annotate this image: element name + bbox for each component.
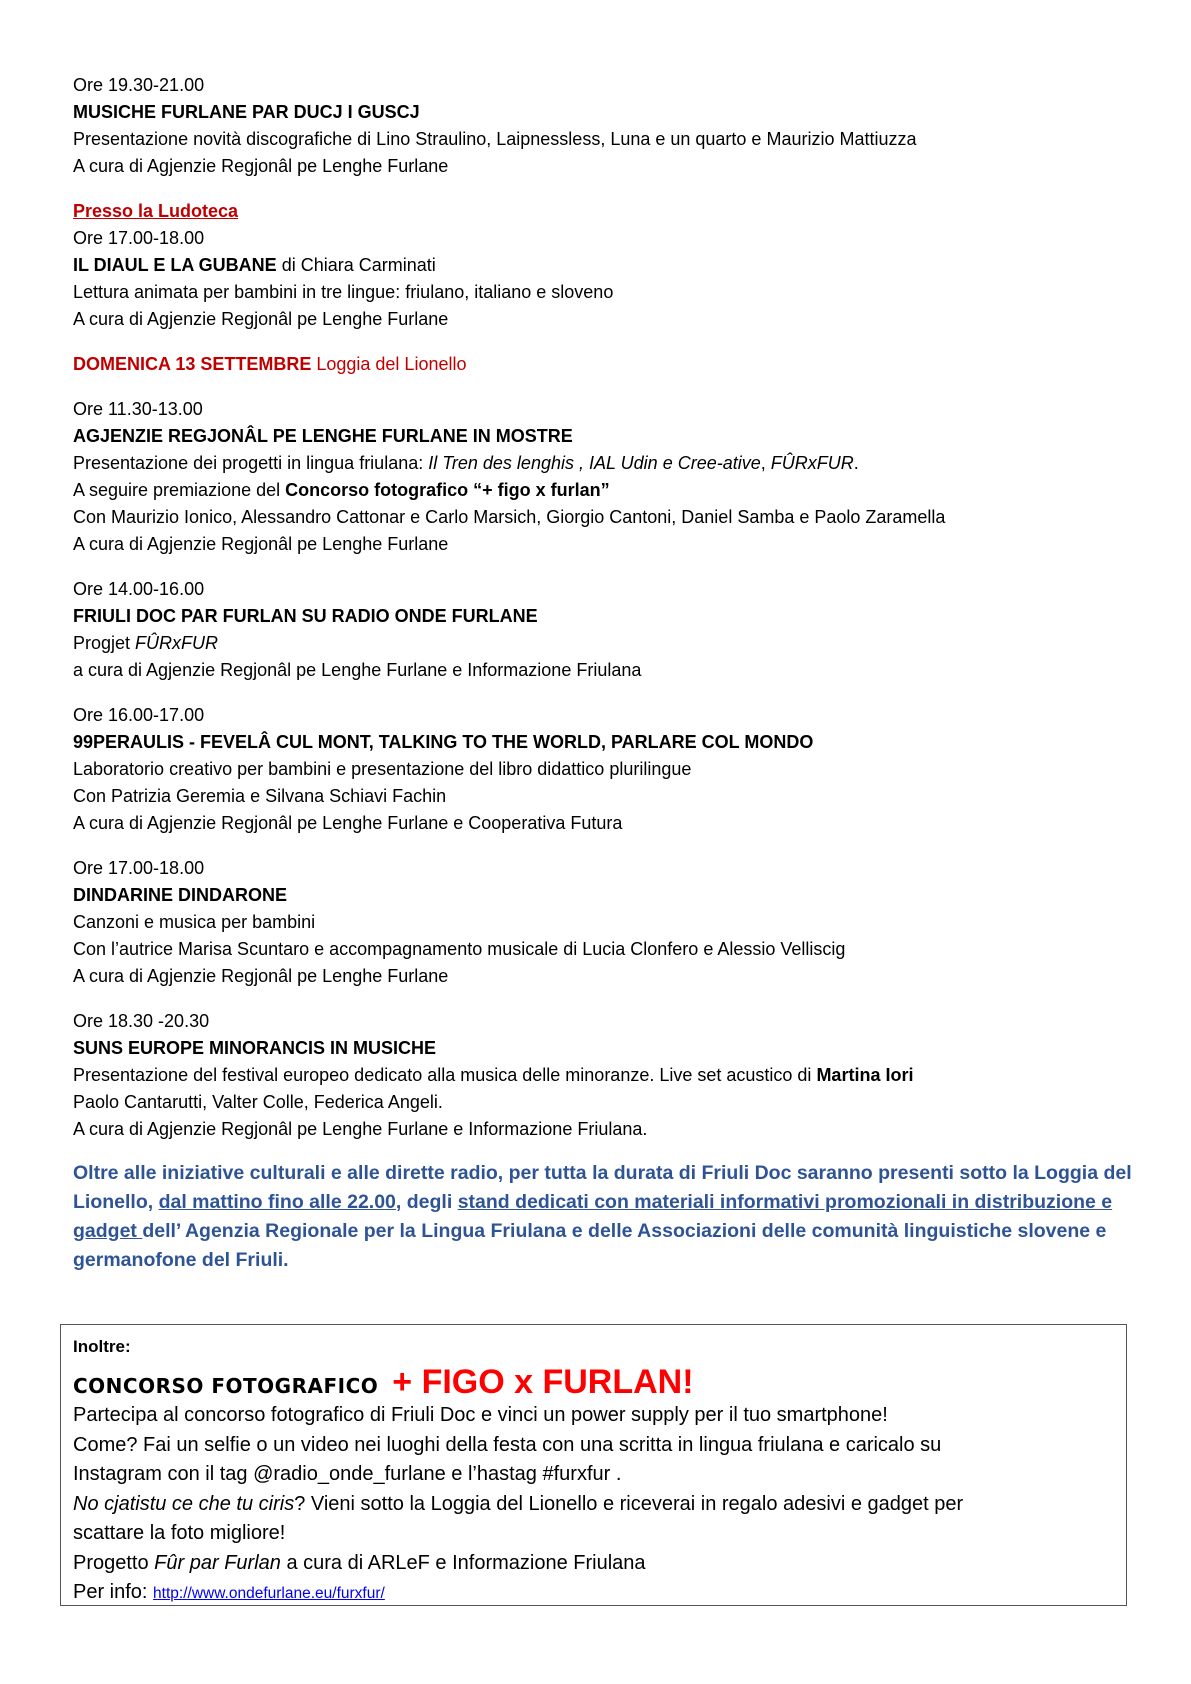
event-block [73,1008,1133,1143]
event-time: Ore 14.00-16.00 [73,579,205,599]
event-title: IL DIAUL E LA GUBANE [73,255,277,275]
event-title: AGJENZIE REGJONÂL PE LENGHE FURLANE IN MOSTRE [73,426,573,446]
friulian-question: No cjatistu ce che tu ciris [73,1492,295,1515]
notice-stands: stand dedicati con materiali informativi promozionali in distribuzione e gadget [73,1191,1113,1242]
project-name: FÛRxFUR [770,453,854,473]
event-description: Canzoni e musica per bambini [73,912,316,932]
document-page [73,72,1133,1275]
event-time: Ore 16.00-17.00 [73,705,205,725]
notice-hours: dal mattino fino alle 22.00 [158,1191,396,1213]
event-guests: Con Patrizia Geremia e Silvana Schiavi Fachin [73,786,447,806]
contest-line [73,1549,1114,1579]
event-organizer: A cura di Agjenzie Regjonâl pe Lenghe Furlane [73,534,449,554]
contest-heading-slogan: + FIGO x FURLAN! [392,1363,694,1401]
event-title: FRIULI DOC PAR FURLAN SU RADIO ONDE FURLANE [73,606,538,626]
event-time: Ore 17.00-18.00 [73,858,205,878]
event-title: DINDARINE DINDARONE [73,885,288,905]
desc-text: , [760,453,771,473]
contest-text: a cura di ARLeF e Informazione Friulana [280,1551,646,1574]
performer-name: Martina Iori [816,1065,914,1085]
notice-text: dell’ Agenzia Regionale per la Lingua Friulana e delle Associazioni delle comunità linguistiche slovene e germanofone del Friuli. [73,1220,1107,1271]
event-block [73,72,1133,180]
event-description [73,450,1133,477]
event-author: di Chiara Carminati [276,255,436,275]
award-contest: Concorso fotografico “+ figo x furlan” [285,480,610,500]
event-block [73,855,1133,990]
info-label: Per info: [73,1581,154,1603]
event-organizer: A cura di Agjenzie Regjonâl pe Lenghe Furlane e Cooperativa Futura [73,813,623,833]
desc-text: Presentazione dei progetti in lingua friulana: [73,453,429,473]
info-link[interactable]: http://www.ondefurlane.eu/furxfur/ [153,1585,385,1602]
event-time: Ore 18.30 -20.30 [73,1011,210,1031]
event-award [73,477,1133,504]
day-place: Loggia del Lionello [311,354,467,374]
contest-text: ? Vieni sotto la Loggia del Lionello e riceverai in regalo adesivi e gadget per [294,1492,964,1515]
contest-line: Come? Fai un selfie o un video nei luoghi della festa con una scritta in lingua friulana e caricalo su [73,1433,942,1456]
notice-text: , degli [395,1191,458,1213]
event-organizer: A cura di Agjenzie Regjonâl pe Lenghe Furlane [73,966,449,986]
event-organizer: A cura di Agjenzie Regjonâl pe Lenghe Furlane [73,156,449,176]
event-description: Laboratorio creativo per bambini e presentazione del libro didattico plurilingue [73,759,692,779]
desc-text: . [853,453,859,473]
project-name: Fûr par Furlan [154,1551,281,1574]
event-description: Presentazione novità discografiche di Lino Straulino, Laipnessless, Luna e un quarto e Maurizio Mattiuzza [73,129,917,149]
project-names: Il Tren des lenghis , IAL Udin e Cree-ative [428,453,761,473]
notice-text: Oltre alle iniziative culturali e alle dirette radio, per tutta la durata di Friuli Doc saranno presenti sotto la Loggia del Lionello, [73,1162,1132,1213]
contest-text: Progetto [73,1551,155,1574]
contest-line [73,1490,1114,1520]
event-block [73,702,1133,837]
event-title: MUSICHE FURLANE PAR DUCJ I GUSCJ [73,102,420,122]
event-block [73,576,1133,684]
contest-line: Instagram con il tag @radio_onde_furlane e l’hastag #furxfur . [73,1463,622,1485]
event-guests: Paolo Cantarutti, Valter Colle, Federica Angeli. [73,1092,443,1112]
event-guests: Con l’autrice Marisa Scuntaro e accompagnamento musicale di Lucia Clonfero e Alessio Velliscig [73,939,846,959]
event-description: Lettura animata per bambini in tre lingue: friulano, italiano e sloveno [73,282,614,302]
event-block [73,396,1133,558]
event-organizer: A cura di Agjenzie Regjonâl pe Lenghe Furlane e Informazione Friulana. [73,1119,648,1139]
event-time: Ore 11.30-13.00 [73,399,203,419]
contest-heading [73,1363,1114,1401]
venue-heading: Presso la Ludoteca [73,201,239,221]
award-text: A seguire premiazione del [73,480,286,500]
event-title: SUNS EUROPE MINORANCIS IN MUSICHE [73,1038,437,1058]
event-organizer: a cura di Agjenzie Regjonâl pe Lenghe Furlane e Informazione Friulana [73,660,642,680]
event-title: 99PERAULIS - FEVELÂ CUL MONT, TALKING TO THE WORLD, PARLARE COL MONDO [73,732,814,752]
contest-heading-text: CONCORSO FOTOGRAFICO [73,1374,379,1398]
event-block [73,198,1133,333]
event-organizer: A cura di Agjenzie Regjonâl pe Lenghe Furlane [73,309,449,329]
project-name: FÛRxFUR [135,633,219,653]
event-description [73,1062,1133,1089]
desc-text: Presentazione del festival europeo dedicato alla musica delle minoranze. Live set acustico di [73,1065,817,1085]
event-time: Ore 17.00-18.00 [73,228,205,248]
event-guests: Con Maurizio Ionico, Alessandro Cattonar e Carlo Marsich, Giorgio Cantoni, Daniel Samba e Paolo Zaramella [73,507,946,527]
day-heading [73,351,1133,378]
box-label: Inoltre: [73,1337,131,1356]
contest-info-line [73,1578,1114,1609]
event-title-line [73,252,1133,279]
contest-line: scattare la foto migliore! [73,1522,286,1544]
desc-text: Progjet [73,633,136,653]
info-notice [73,1159,1133,1275]
contest-line: Partecipa al concorso fotografico di Friuli Doc e vinci un power supply per il tuo smartphone! [73,1404,888,1426]
day-date: DOMENICA 13 SETTEMBRE [73,354,312,374]
event-description [73,630,1133,657]
contest-box [60,1324,1127,1606]
event-time: Ore 19.30-21.00 [73,75,205,95]
